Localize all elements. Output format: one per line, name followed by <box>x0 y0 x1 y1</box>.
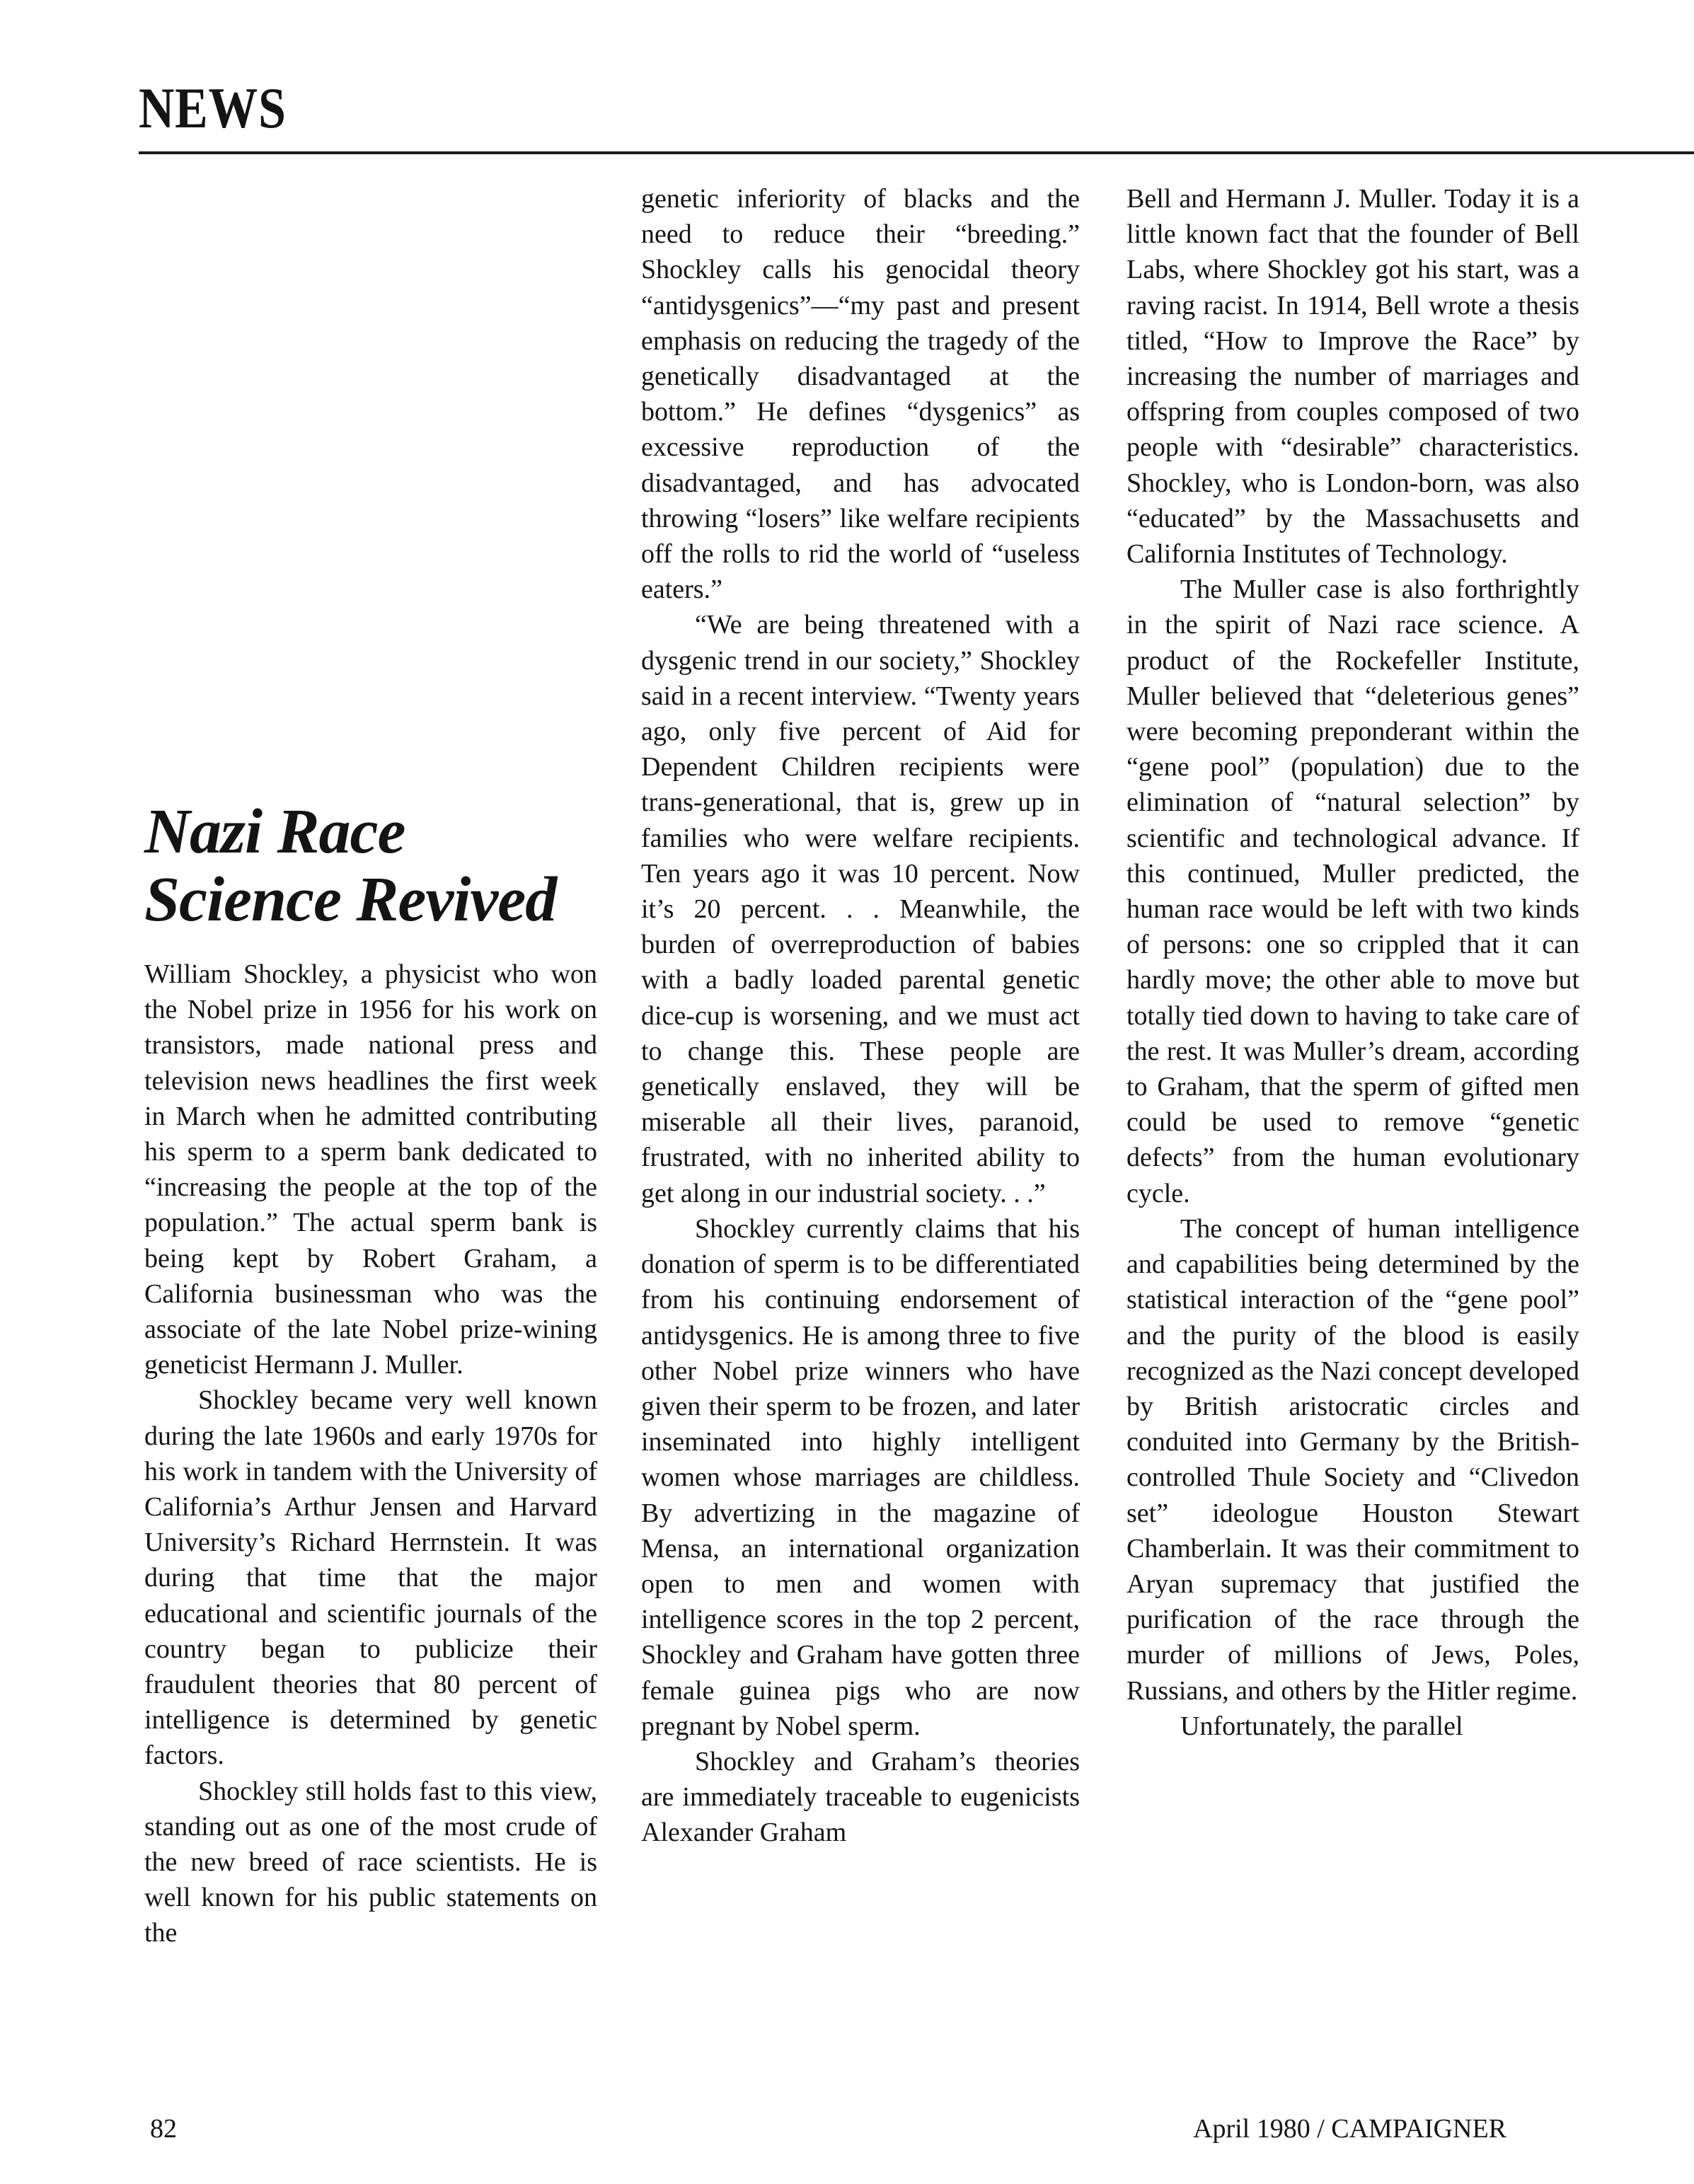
paragraph: The concept of human intelligence and capabilities being determined by the statistical interaction of the “gene pool” and the purity of the blood is easily recognized as the Nazi concept developed by British aristocratic circles and conduited into Germany by the British-controlled Thule Society and “Clivedon set” ideologue Houston Stewart Chamberlain. It was their commitment to Aryan supremacy that justified the purification of the race through the murder of millions of Jews, Poles, Russians, and others by the Hitler regime. <box>1127 1213 1579 1706</box>
page-number: 82 <box>150 2114 177 2144</box>
paragraph: Bell and Hermann J. Muller. Today it is a little known fact that the founder of Bell Labs, where Shockley got his start, was a raving racist. In 1914, Bell wrote a thesis titled, “How to Improve the Race” by increasing the number of marriages and offspring from couples composed of two people with “desirable” characteristics. Shockley, who is London-born, was also “educated” by the Massachusetts and California Institutes of Technology. <box>1127 184 1579 570</box>
paragraph: The Muller case is also forthrightly in the spirit of Nazi race science. A product of the Rockefeller Institute, Muller believed that “deleterious genes” were becoming preponderant within the “gene pool” (population) due to the elimination of “natural selection” by scientific and technological advance. If this continued, Muller predicted, the human race would be left with two kinds of persons: one so crippled that it can hardly move; the other able to move but totally tied down to having to take care of the rest. It was Muller’s dream, according to Graham, that the sperm of gifted men could be used to remove “genetic defects” from the human evolutionary cycle. <box>1127 574 1579 1208</box>
paragraph: “We are being threatened with a dysgenic trend in our society,” Shockley said in a recent interview. “Twenty years ago, only five percent of Aid for Dependent Children recipients were trans-generational, that is, grew up in families who were welfare recipients. Ten years ago it was 10 percent. Now it’s 20 percent. . . Meanwhile, the burden of overreproduction of babies with a badly loaded parental genetic dice-cup is worsening, and we must act to change this. These people are genetically enslaved, they will be miserable all their lives, paranoid, frustrated, with no inherited ability to get along in our industrial society. . .” <box>641 610 1080 1208</box>
paragraph: Shockley and Graham’s theories are immediately traceable to eugenicists Alexander Graham <box>641 1746 1080 1848</box>
article-title <box>144 798 640 934</box>
paragraph: Unfortunately, the parallel <box>1180 1711 1463 1741</box>
article-title-line-2: Science Revived <box>144 865 557 935</box>
article-column-1 <box>144 957 597 2046</box>
paragraph: Shockley currently claims that his donation of sperm is to be differentiated from his continuing endorsement of antidysgenics. He is among three to five other Nobel prize winners who have given their sperm to be frozen, and later inseminated into highly intelligent women whose marriages are childless. By advertizing in the magazine of Mensa, an international organization open to men and women with intelligence scores in the top 2 percent, Shockley and Graham have gotten three female guinea pigs who are now pregnant by Nobel sperm. <box>641 1213 1080 1741</box>
section-label: NEWS <box>139 76 287 140</box>
paragraph: Shockley still holds fast to this view, standing out as one of the most crude of the new breed of race scientists. He is well known for his public statements on the <box>144 1776 597 1948</box>
paragraph: Shockley became very well known during the late 1960s and early 1970s for his work in tandem with the University of California’s Arthur Jensen and Harvard University’s Richard Herrnstein. It was during that time that the major educational and scientific journals of the country began to publicize their fraudulent theories that 80 percent of intelligence is determined by genetic factors. <box>144 1385 597 1771</box>
header-rule <box>139 151 1694 154</box>
paragraph: genetic inferiority of blacks and the need to reduce their “breeding.” Shockley calls his genocidal theory “antidysgenics”—“my past and present emphasis on reducing the tragedy of the genetically disadvantaged at the bottom.” He defines “dysgenics” as excessive reproduction of the disadvantaged, and has advocated throwing “losers” like welfare recipients off the rolls to rid the world of “useless eaters.” <box>641 184 1080 605</box>
article-column-3 <box>1127 181 1579 2049</box>
paragraph: William Shockley, a physicist who won the Nobel prize in 1956 for his work on transistors, made national press and television news headlines the first week in March when he admitted contributing his sperm to a sperm bank dedicated to “increasing the people at the top of the population.” The actual sperm bank is being kept by Robert Graham, a California businessman who was the associate of the late Nobel prize-wining geneticist Hermann J. Muller. <box>144 959 597 1380</box>
issue-line: April 1980 / CAMPAIGNER <box>1193 2114 1507 2144</box>
article-title-line-1: Nazi Race <box>144 797 405 867</box>
article-column-2 <box>641 181 1080 2049</box>
